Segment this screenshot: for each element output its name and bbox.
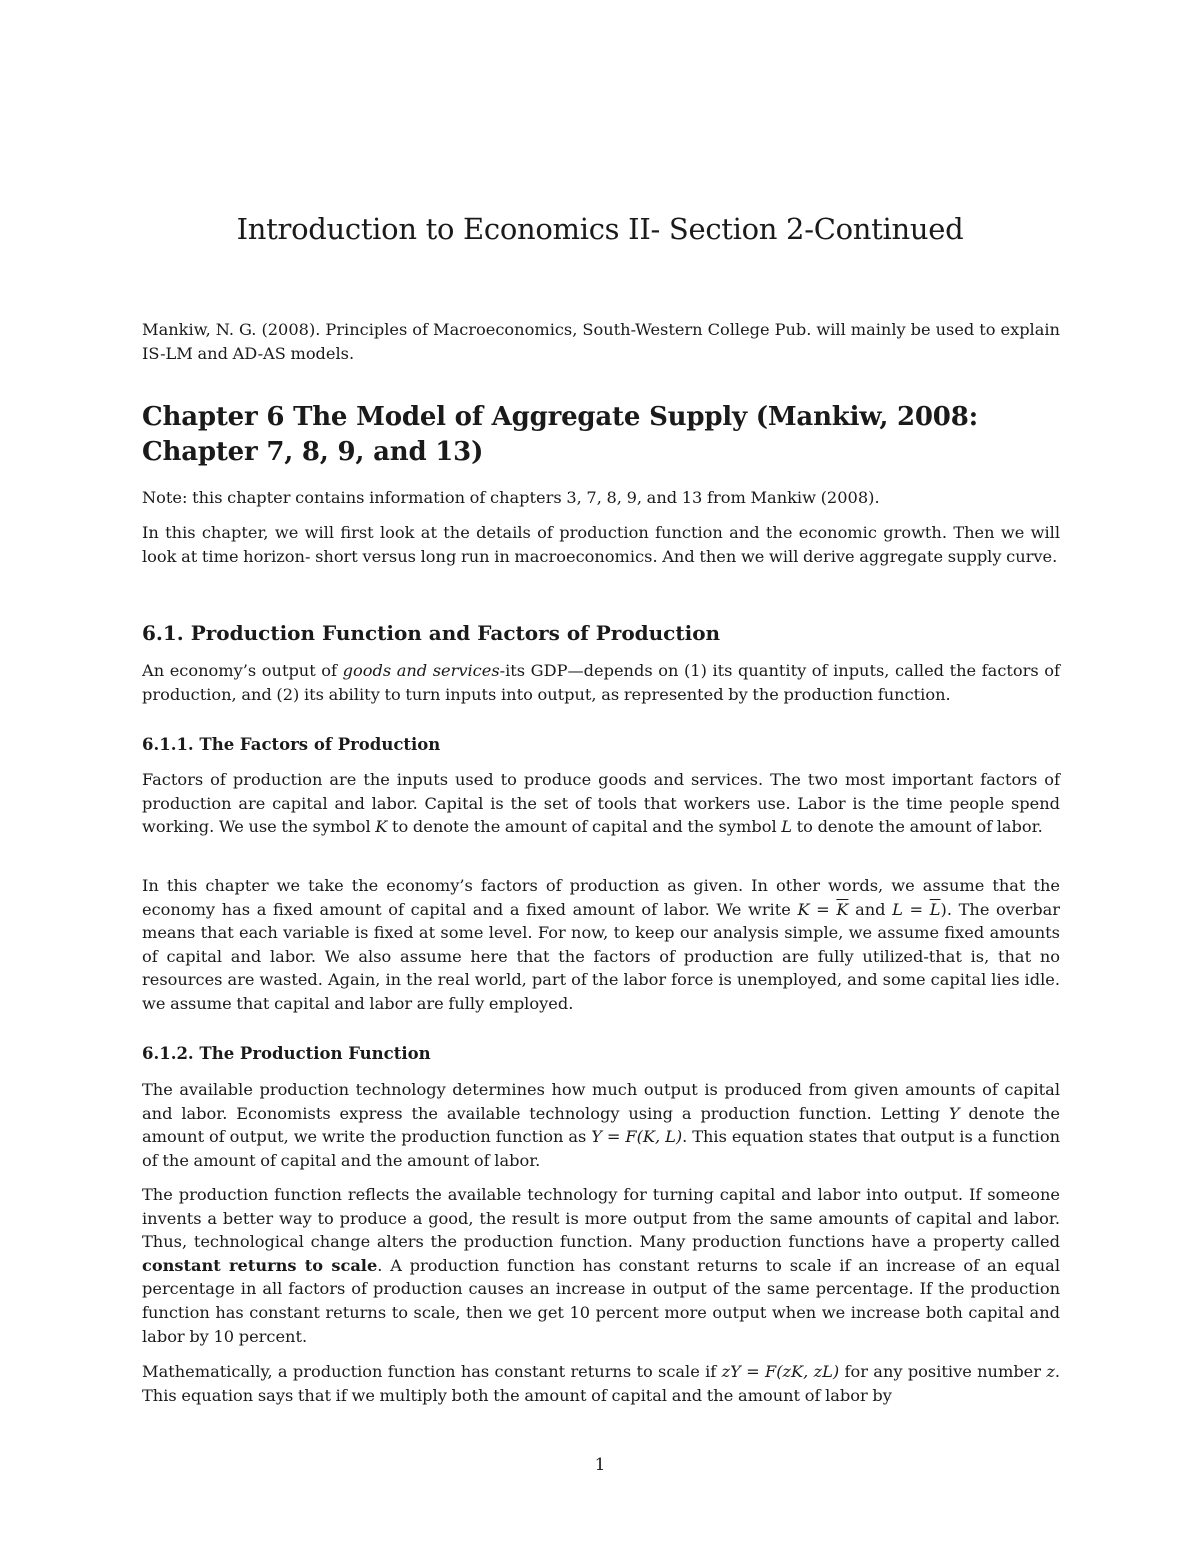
math-symbol-overbar: $\overline{L}$ <box>929 899 941 919</box>
section-6-1-paragraph <box>142 659 1060 706</box>
section-6-1-body <box>142 659 1060 706</box>
factors-paragraph <box>142 768 1060 839</box>
chapter-overview-text: In this chapter, we will first look at the details of production function and the economic growth. Then we will look at time horizon- short versus long run in macroeconomics. And then we will derive aggregate supply curve. <box>142 523 1060 566</box>
text-run: and <box>848 899 893 919</box>
math-operator: = <box>809 899 837 919</box>
production-technology-paragraph <box>142 1078 1060 1172</box>
math-symbol: z <box>1046 1362 1055 1381</box>
document-title: Introduction to Economics II- Section 2-Continued <box>236 212 964 246</box>
section-6-1 <box>142 620 1060 646</box>
section-6-1-2-body-2 <box>142 1183 1060 1348</box>
section-6-1-1-body-2 <box>142 874 1060 1016</box>
chapter-note <box>142 486 1060 510</box>
emphasis-text: goods and services <box>342 661 500 680</box>
page-number: 1 <box>594 1455 606 1475</box>
math-symbol: Y <box>948 1103 960 1123</box>
chapter-section <box>142 400 1060 470</box>
scaling-equation: zY = F(zK, zL) <box>721 1362 840 1381</box>
math-symbol: L <box>781 817 793 837</box>
chapter-overview <box>142 521 1060 568</box>
section-heading: 6.1. Production Function and Factors of Production <box>142 621 721 645</box>
chapter-note-text: Note: this chapter contains information of chapters 3, 7, 8, 9, and 13 from Mankiw (2008). <box>142 488 880 507</box>
text-run: The production function reflects the available technology for turning capital and labor into output. If someone invents a better way to produce a good, the result is more output from the same amounts of capital and labor. Thus, technological change alters the production function. Many production functions have a property called <box>142 1185 1060 1252</box>
production-function-equation: Y = F(K, L) <box>591 1127 683 1147</box>
mathematical-definition-paragraph <box>142 1360 1060 1407</box>
text-run: . A production function has constant returns to scale if an increase of an equal percentage in all factors of production causes an increase in output of the same percentage. If the production function has constant returns to scale, then we get 10 percent more output when we increase both capital and labor by 10 percent. <box>142 1255 1061 1346</box>
math-symbol-overbar: $\overline{K}$ <box>836 899 849 919</box>
math-operator: = <box>902 899 930 919</box>
section-6-1-2-body-3 <box>142 1360 1060 1407</box>
fixed-factors-paragraph <box>142 874 1060 1016</box>
text-run: to denote the amount of capital and the symbol <box>387 817 782 837</box>
intro-text: Mankiw, N. G. (2008). Principles of Macroeconomics, South-Western College Pub. will mainly be used to explain IS-LM and AD-AS models. <box>142 320 1060 363</box>
text-run: An economy’s output of <box>142 661 343 680</box>
subsection-heading: 6.1.1. The Factors of Production <box>142 735 441 754</box>
intro-paragraph <box>142 318 1060 365</box>
subsection-heading: 6.1.2. The Production Function <box>142 1044 431 1063</box>
text-run: In this chapter we take the economy’s factors of production as given. In other words, we assume that the economy has a fixed amount of capital and a fixed amount of labor. We write <box>142 876 1060 919</box>
text-run: ). The overbar means that each variable is fixed at some level. For now, to keep our analysis simple, we assume fixed amounts of capital and labor. We also assume here that the factors of production are fully utilized-that is, that no resources are wasted. Again, in the real world, part of the labor force is unemployed, and some capital lies idle. we assume that capital and labor are fully employed. <box>142 899 1060 1013</box>
text-run: for any positive number <box>839 1362 1047 1381</box>
chapter-heading: Chapter 6 The Model of Aggregate Supply (Mankiw, 2008: Chapter 7, 8, 9, and 13) <box>142 402 978 467</box>
bold-term: constant returns to scale <box>142 1255 378 1275</box>
text-run: . This equation states that output is a function of the amount of capital and the amount of labor. <box>142 1127 1060 1170</box>
text-run: -its GDP—depends on (1) its quantity of inputs, called the factors of production, and (2) its ability to turn inputs into output, as represented by the production function. <box>142 661 1060 704</box>
section-6-1-2-body-1 <box>142 1078 1060 1172</box>
math-symbol: L <box>892 899 903 919</box>
section-6-1-1 <box>142 734 1060 756</box>
math-symbol: K <box>375 817 388 837</box>
text-run: denote the amount of output, we write the production function as <box>142 1103 1060 1147</box>
constant-returns-paragraph <box>142 1183 1060 1348</box>
text-run: to denote the amount of labor. <box>792 817 1043 837</box>
text-run: . This equation says that if we multiply both the amount of capital and the amount of labor by <box>142 1362 1060 1405</box>
text-run: Factors of production are the inputs used to produce goods and services. The two most important factors of production are capital and labor. Capital is the set of tools that workers use. Labor is the time people spend working. We use the symbol <box>142 770 1060 837</box>
section-6-1-2 <box>142 1043 1060 1065</box>
section-6-1-1-body-1 <box>142 768 1060 839</box>
text-run: Mathematically, a production function has constant returns to scale if <box>142 1362 722 1381</box>
math-symbol: K <box>797 899 810 919</box>
text-run: The available production technology determines how much output is produced from given amounts of capital and labor. Economists express the available technology using a production function. Letting <box>142 1080 1060 1123</box>
